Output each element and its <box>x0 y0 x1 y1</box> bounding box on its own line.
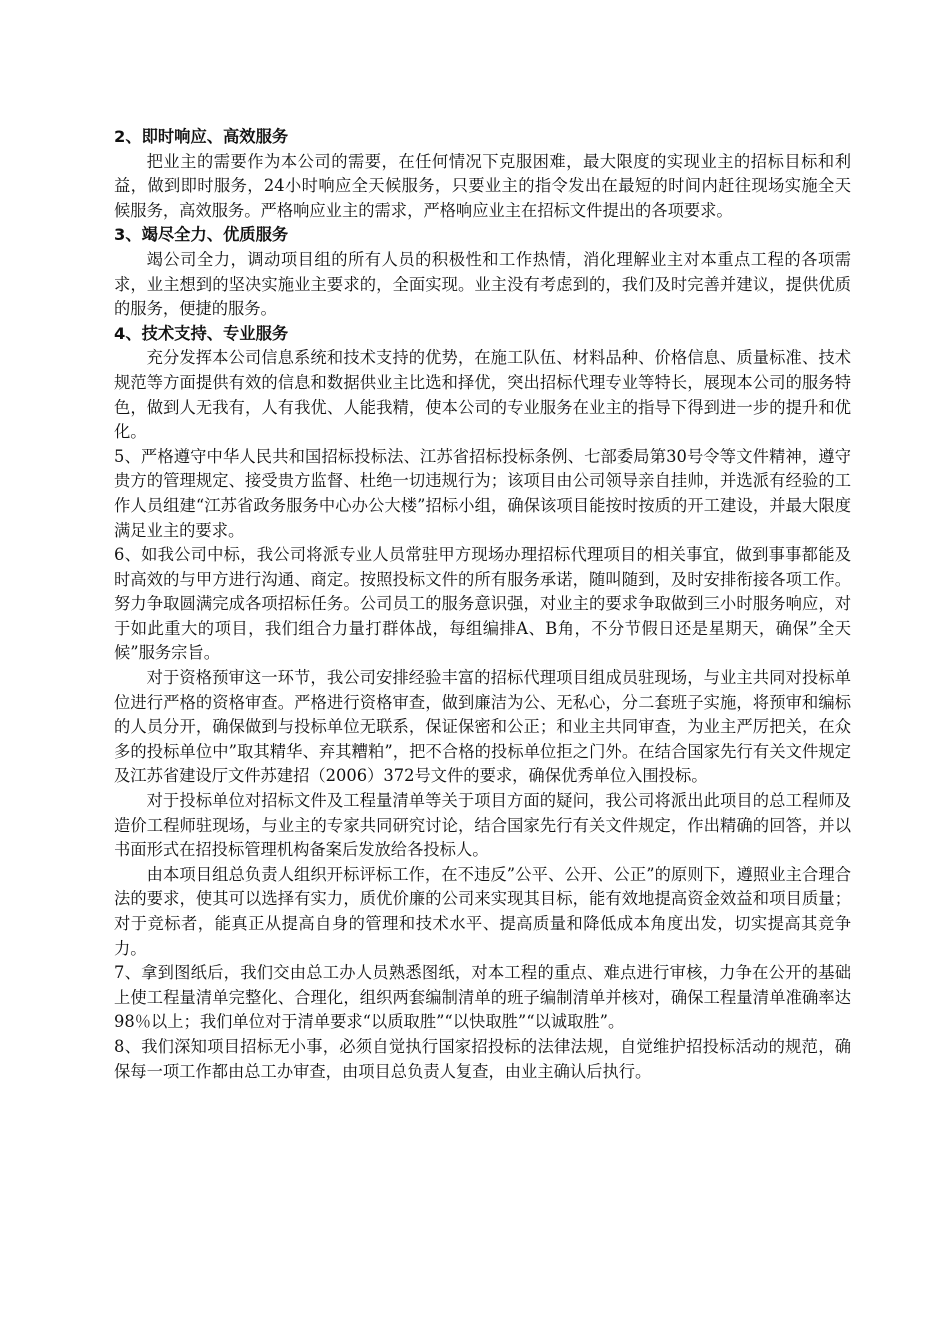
paragraph-2: 把业主的需要作为本公司的需要，在任何情况下克服困难，最大限度的实现业主的招标目标和利益，做到即时服务，24小时响应全天候服务，只要业主的指令发出在最短的时间内赶往现场实施全天候服务，高效服务。严格响应业主的需求，严格响应业主在招标文件提出的各项要求。 <box>114 151 851 220</box>
paragraph-item-7: 7、拿到图纸后，我们交由总工办人员熟悉图纸，对本工程的重点、难点进行审核，力争在公开的基础上使工程量清单完整化、合理化，组织两套编制清单的班子编制清单并核对，确保工程量清单准确率达98％以上；我们单位对于清单要求“以质取胜”“以快取胜”“以诚取胜”。 <box>114 963 851 1032</box>
paragraph-prequalification: 对于资格预审这一环节，我公司安排经验丰富的招标代理项目组成员驻现场，与业主共同对投标单位进行严格的资格审查。严格进行资格审查，做到廉洁为公、无私心，分二套班子实施，将预审和编标的人员分开，确保做到与投标单位无联系，保证保密和公正；和业主共同审查，为业主严厉把关，在众多的投标单位中”取其精华、弃其糟粕”，把不合格的投标单位拒之门外。在结合国家先行有关文件规定及江苏省建设厅文件苏建招（2006）372号文件的要求，确保优秀单位入围投标。 <box>114 668 851 786</box>
paragraph-4: 充分发挥本公司信息系统和技术支持的优势，在施工队伍、材料品种、价格信息、质量标准、技术规范等方面提供有效的信息和数据供业主比选和择优，突出招标代理专业等特长，展现本公司的服务特色，做到人无我有，人有我优、人能我精，使本公司的专业服务在业主的指导下得到进一步的提升和优化。 <box>114 348 851 442</box>
section-heading-3: 3、竭尽全力、优质服务 <box>114 225 289 245</box>
paragraph-3: 竭公司全力，调动项目组的所有人员的积极性和工作热情，消化理解业主对本重点工程的各项需求，业主想到的坚决实施业主要求的，全面实现。业主没有考虑到的，我们及时完善并建议，提供优质的服务，便捷的服务。 <box>114 249 851 319</box>
section-heading-4: 4、技术支持、专业服务 <box>114 323 289 343</box>
paragraph-bidder-questions: 对于投标单位对招标文件及工程量清单等关于项目方面的疑问，我公司将派出此项目的总工程师及造价工程师驻现场，与业主的专家共同研究讨论，结合国家先行有关文件规定，作出精确的回答，并以书面形式在招投标管理机构备案后发放给各投标人。 <box>114 791 851 860</box>
document-body <box>114 125 851 1084</box>
paragraph-item-8: 8、我们深知项目招标无小事，必须自觉执行国家招投标的法律法规，自觉维护招投标活动的规范，确保每一项工作都由总工办审查，由项目总负责人复查，由业主确认后执行。 <box>114 1036 851 1081</box>
paragraph-item-5: 5、严格遵守中华人民共和国招标投标法、江苏省招标投标条例、七部委局第30号令等文件精神，遵守贵方的管理规定、接受贵方监督、杜绝一切违规行为；该项目由公司领导亲自挂帅，并选派有经验的工作人员组建“江苏省政务服务中心办公大楼”招标小组，确保该项目能按时按质的开工建设，并最大限度满足业主的要求。 <box>114 446 851 540</box>
paragraph-bid-evaluation: 由本项目组总负责人组织开标评标工作，在不违反”公平、公开、公正”的原则下，遵照业主合理合法的要求，使其可以选择有实力，质优价廉的公司来实现其目标，能有效地提高资金效益和项目质量；对于竞标者，能真正从提高自身的管理和技术水平、提高质量和降低成本角度出发，切实提高其竞争力。 <box>114 864 851 958</box>
paragraph-item-6: 6、如我公司中标，我公司将派专业人员常驻甲方现场办理招标代理项目的相关事宜，做到事事都能及时高效的与甲方进行沟通、商定。按照投标文件的所有服务承诺，随叫随到，及时安排衔接各项工作。努力争取圆满完成各项招标任务。公司员工的服务意识强，对业主的要求争取做到三小时服务响应，对于如此重大的项目，我们组合力量打群体战，每组编排A、B角，不分节假日还是星期天，确保”全天候”服务宗旨。 <box>114 545 851 663</box>
section-heading-2: 2、即时响应、高效服务 <box>114 127 289 146</box>
